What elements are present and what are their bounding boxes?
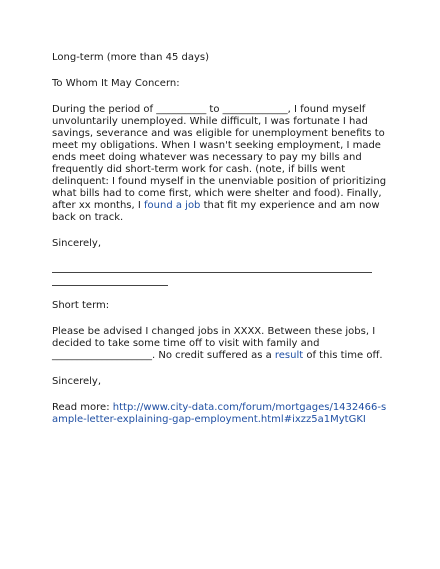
- salutation: To Whom It May Concern:: [52, 78, 180, 89]
- paragraph-text: Please be advised I changed jobs in XXXX. Between these jobs, I decided to take some time off to visit with family and ____________________. No credit suffered as a: [52, 326, 376, 361]
- closing-long-term: Sincerely,: [52, 238, 102, 249]
- paragraph-text: During the period of __________ to _____________, I found myself unvoluntarily unemployed. While difficult, I was fortunate I had savings, severance and was eligible for unemployment benefits to meet my obligations. When I wasn't seeking employment, I made ends meet doing whatever was necessary to pay my bills and frequently did short-term work for cash. (note, if bills went delinquent: I found myself in the unenviable position of prioritizing what bills had to come first, which were shelter and food). Finally, after xx months, I: [52, 104, 387, 211]
- signature-line-continued: [52, 285, 168, 286]
- signature-line: [52, 272, 372, 273]
- found-a-job-link[interactable]: found a job: [144, 200, 201, 211]
- short-term-heading: Short term:: [52, 300, 110, 311]
- closing-short-term: Sincerely,: [52, 376, 102, 387]
- letter-body: [52, 52, 392, 426]
- long-term-paragraph: [52, 104, 392, 224]
- read-more-label: Read more:: [52, 402, 110, 413]
- source-url-link[interactable]: http://www.city-data.com/forum/mortgages/1432466-sample-letter-explaining-gap-employment.html#ixzz5a1MytGKI: [52, 402, 387, 425]
- long-term-heading: Long-term (more than 45 days): [52, 52, 210, 63]
- short-term-paragraph: [52, 326, 392, 362]
- result-link[interactable]: result: [274, 350, 304, 361]
- paragraph-text: that fit my experience and am now back on track.: [52, 200, 380, 223]
- paragraph-text: of this time off.: [303, 350, 383, 361]
- read-more: [52, 402, 392, 426]
